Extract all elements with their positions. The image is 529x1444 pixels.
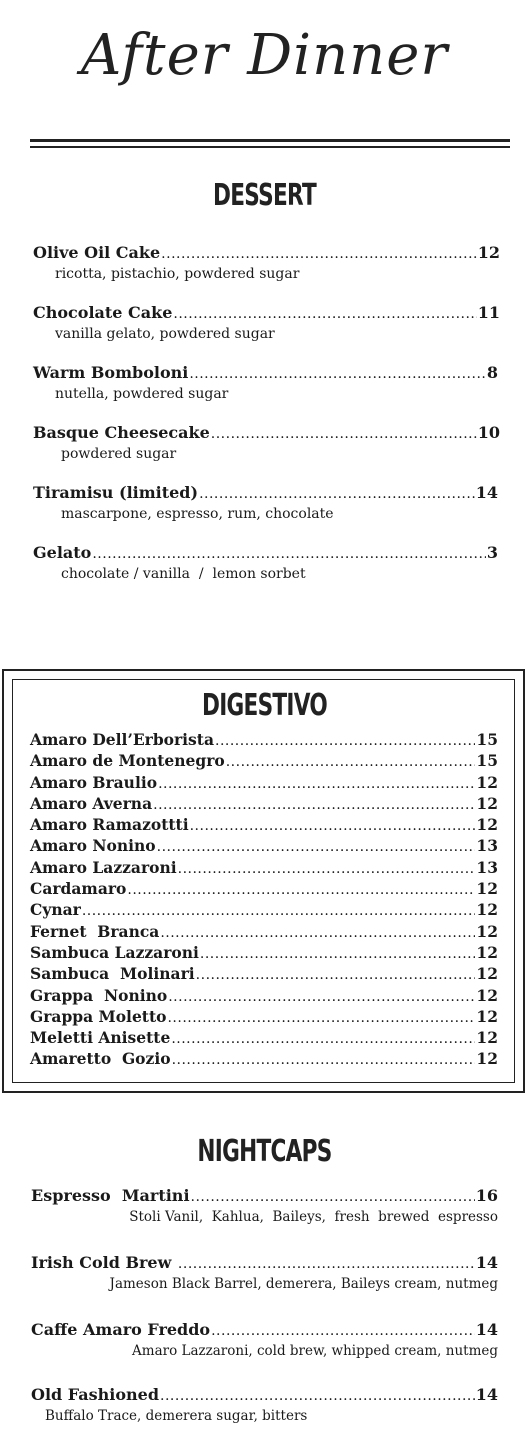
item-price: 12 (476, 942, 498, 962)
dessert-item (33, 423, 500, 464)
dessert-item (33, 483, 498, 524)
item-description: vanilla gelato, powdered sugar (55, 326, 275, 342)
leader-dots (211, 424, 477, 444)
list-item (30, 1006, 498, 1027)
title-divider-bottom (30, 146, 510, 148)
item-price: 10 (477, 423, 500, 442)
leader-dots (172, 1050, 476, 1071)
item-price: 12 (476, 921, 498, 941)
leader-dots (190, 816, 476, 837)
leader-dots (92, 544, 486, 564)
item-price: 12 (476, 900, 498, 920)
digestivo-list (30, 729, 498, 1070)
leader-dots (160, 1386, 475, 1406)
leader-dots (82, 901, 476, 922)
item-price: 12 (477, 243, 500, 262)
item-price: 11 (477, 303, 500, 322)
list-item (30, 772, 498, 793)
item-price: 12 (476, 1028, 498, 1048)
nightcap-item (31, 1385, 498, 1426)
item-name: Cynar (30, 900, 81, 920)
leader-dots (215, 731, 475, 752)
leader-dots (168, 987, 475, 1008)
list-item (30, 814, 498, 835)
item-name: Tiramisu (limited) (33, 483, 199, 502)
list-item (30, 942, 498, 963)
item-price: 14 (475, 1385, 498, 1404)
item-description: ricotta, pistachio, powdered sugar (55, 266, 300, 282)
dessert-item (33, 303, 500, 344)
item-name: Gelato (33, 543, 92, 562)
item-name: Amaro Lazzaroni (30, 857, 177, 877)
item-name: Warm Bomboloni (33, 363, 189, 382)
leader-dots (189, 364, 486, 384)
dessert-item (33, 543, 498, 584)
leader-dots (127, 880, 475, 901)
item-description: Stoli Vanil, Kahlua, Baileys, fresh brewed espresso (129, 1209, 498, 1225)
item-price: 12 (476, 964, 498, 984)
item-name: Fernet Branca (30, 921, 160, 941)
item-price: 15 (476, 730, 498, 749)
item-name: Meletti Anisette (30, 1028, 171, 1048)
page-title: After Dinner (80, 23, 449, 88)
item-price: 12 (476, 772, 498, 792)
leader-dots (158, 774, 475, 795)
list-item (30, 899, 498, 920)
item-name: Caffe Amaro Freddo (31, 1320, 211, 1339)
list-item (30, 1027, 498, 1048)
list-item (30, 963, 498, 984)
item-name: Sambuca Lazzaroni (30, 942, 199, 962)
item-name: Cardamaro (30, 879, 127, 899)
item-name: Irish Cold Brew (31, 1253, 177, 1272)
item-price: 12 (476, 815, 498, 835)
item-description: mascarpone, espresso, rum, chocolate (61, 506, 334, 522)
list-item (30, 793, 498, 814)
nightcap-item (31, 1186, 498, 1227)
item-name: Chocolate Cake (33, 303, 173, 322)
digestivo-heading: DIGESTIVO (201, 688, 327, 723)
item-price: 16 (475, 1186, 498, 1205)
leader-dots (171, 1029, 475, 1050)
leader-dots (191, 1187, 475, 1207)
item-name: Sambuca Molinari (30, 964, 195, 984)
item-name: Amaro Dell’Erborista (30, 730, 214, 749)
list-item (30, 878, 498, 899)
nightcap-item (31, 1253, 498, 1294)
nightcap-item (31, 1320, 498, 1361)
item-description: Amaro Lazzaroni, cold brew, whipped cream, nutmeg (132, 1343, 498, 1359)
item-name: Grappa Nonino (30, 985, 168, 1005)
leader-dots (157, 837, 476, 858)
item-description: chocolate / vanilla / lemon sorbet (61, 566, 306, 582)
item-description: nutella, powdered sugar (55, 386, 229, 402)
list-item (30, 857, 498, 878)
leader-dots (173, 304, 476, 324)
list-item (30, 1048, 498, 1069)
item-name: Olive Oil Cake (33, 243, 161, 262)
title-divider-top (30, 139, 510, 142)
item-description: Jameson Black Barrel, demerera, Baileys cream, nutmeg (109, 1276, 498, 1292)
item-description: Buffalo Trace, demerera sugar, bitters (45, 1408, 308, 1424)
list-item (30, 921, 498, 942)
item-price: 14 (475, 483, 498, 502)
leader-dots (153, 795, 475, 816)
item-name: Amaretto Gozio (30, 1049, 171, 1069)
item-name: Amaro de Montenegro (30, 751, 225, 771)
dessert-item (33, 363, 498, 404)
item-name: Amaro Averna (30, 793, 153, 813)
leader-dots (178, 859, 476, 880)
item-price: 14 (475, 1320, 498, 1339)
item-name: Grappa Moletto (30, 1006, 167, 1026)
item-price: 12 (476, 985, 498, 1005)
nightcaps-heading: NIGHTCAPS (197, 1134, 332, 1169)
leader-dots (178, 1254, 475, 1274)
leader-dots (200, 944, 476, 965)
item-price: 12 (476, 879, 498, 899)
leader-dots (211, 1321, 475, 1341)
item-price: 13 (476, 836, 498, 856)
item-price: 8 (486, 363, 498, 382)
item-name: Amaro Ramazottti (30, 815, 189, 835)
leader-dots (199, 484, 475, 504)
item-price: 12 (476, 793, 498, 813)
list-item (30, 835, 498, 856)
list-item (30, 729, 498, 750)
item-price: 12 (476, 1006, 498, 1026)
item-price: 15 (476, 751, 498, 771)
leader-dots (196, 965, 476, 986)
item-name: Amaro Braulio (30, 772, 158, 792)
item-price: 13 (476, 857, 498, 877)
leader-dots (226, 752, 476, 773)
list-item (30, 750, 498, 771)
leader-dots (167, 1008, 475, 1029)
leader-dots (160, 923, 475, 944)
item-price: 3 (486, 543, 498, 562)
item-name: Basque Cheesecake (33, 423, 210, 442)
item-price: 12 (476, 1049, 498, 1069)
item-name: Espresso Martini (31, 1186, 190, 1205)
item-name: Amaro Nonino (30, 836, 156, 856)
item-name: Old Fashioned (31, 1385, 160, 1404)
item-description: powdered sugar (61, 446, 177, 462)
dessert-item (33, 243, 500, 284)
item-price: 14 (475, 1253, 498, 1272)
list-item (30, 985, 498, 1006)
leader-dots (161, 244, 477, 264)
dessert-heading: DESSERT (213, 178, 316, 213)
